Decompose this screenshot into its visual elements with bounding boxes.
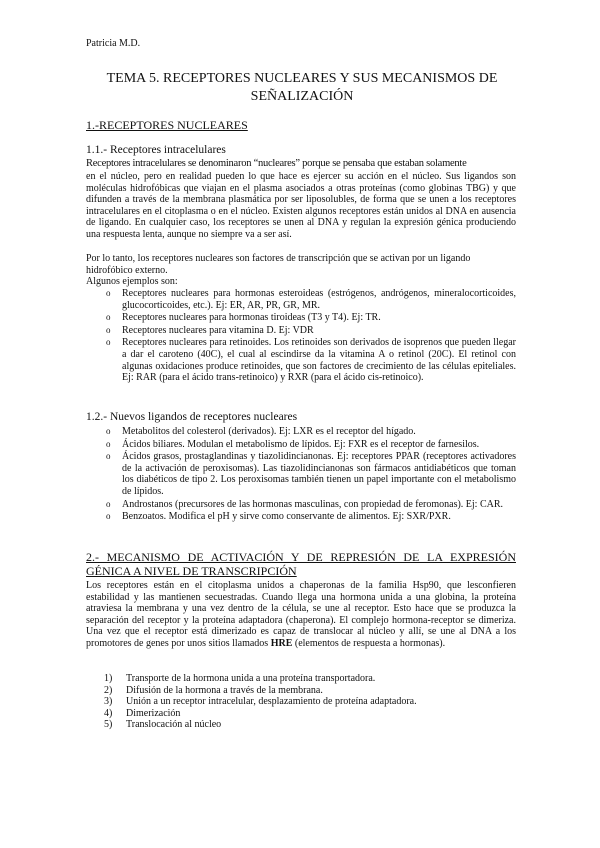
step-text: Difusión de la hormona a través de la membrana. — [126, 684, 323, 696]
section-2-heading-line-1: 2.- MECANISMO DE ACTIVACIÓN Y DE REPRESIÓN DE LA EXPRESIÓN — [86, 550, 516, 564]
section-1-heading: 1.-RECEPTORES NUCLEARES — [86, 118, 248, 132]
list-item — [104, 325, 516, 337]
list-item — [104, 451, 516, 497]
subsection-1-1-lead: Receptores intracelulares se denominaron “nucleares” porque se pensaba que estaban solamente — [86, 158, 467, 169]
section-2-heading-line-2: GÉNICA A NIVEL DE TRANSCRIPCIÓN — [86, 564, 297, 578]
section-2-paragraph-tail: (elementos de respuesta a hormonas). — [292, 637, 446, 649]
list-item-text: Ácidos grasos, prostaglandinas y tiazolidincianonas. Ej: receptores PPAR (receptores activadores de la activación de peroxisomas). Las tiazolidincianonas son fármacos antidiabéticos que toman los diabéticos de tipo 2. Los peroxisomas también tienen un papel importante con el metabolismo de lípidos. — [122, 451, 516, 497]
list-bullet: o — [106, 324, 111, 335]
step-text: Unión a un receptor intracelular, desplazamiento de proteína adaptadora. — [126, 696, 417, 708]
step-number: 2) — [104, 684, 113, 696]
section-2-paragraph-text: Los receptores están en el citoplasma unidos a chaperonas de la familia Hsp90, que lesconfieren estabilidad y las mantienen secuestradas. Cuando llega una hormona unida a una globina, la proteína atraviesa la membrana y una vez dentro de la célula, se une al receptor. Esto hace que se produzca la separación del receptor y la proteína adaptadora (chaperona). El complejo hormona-receptor se dimeriza. Una vez que el receptor está dimerizado es capaz de translocar al núcleo y allí, se une al DNA a los promotores de genes por unos sitios llamados — [86, 580, 516, 649]
list-item — [104, 685, 516, 697]
mechanism-steps-list — [104, 673, 516, 731]
list-item — [104, 708, 516, 720]
list-bullet: o — [106, 426, 111, 436]
list-bullet: o — [106, 498, 111, 509]
list-item — [104, 719, 516, 731]
list-bullet: o — [106, 511, 111, 522]
step-number: 3) — [104, 696, 113, 708]
list-item-text: Benzoatos. Modifica el pH y sirve como conservante de alimentos. Ej: SXR/PXR. — [122, 511, 451, 523]
subsection-1-1-heading: 1.1.- Receptores intracelulares — [86, 144, 226, 156]
list-item-text: Receptores nucleares para hormonas tiroideas (T3 y T4). Ej: TR. — [122, 312, 381, 324]
step-number: 5) — [104, 719, 113, 731]
list-item — [104, 288, 516, 311]
author-name: Patricia M.D. — [86, 38, 141, 49]
list-item — [104, 312, 516, 324]
subsection-1-2-heading: 1.2.- Nuevos ligandos de receptores nucleares — [86, 411, 298, 423]
list-item-text: Androstanos (precursores de las hormonas masculinas, con propiedad de feromonas). Ej: CAR. — [122, 498, 504, 510]
step-number: 4) — [104, 707, 113, 719]
list-bullet: o — [106, 337, 111, 348]
step-text: Transporte de la hormona unida a una proteína transportadora. — [126, 673, 376, 684]
list-item-text: Metabolitos del colesterol (derivados). Ej: LXR es el receptor del hígado. — [122, 426, 416, 437]
section-2-heading — [86, 550, 516, 578]
step-text: Dimerización — [126, 707, 181, 719]
list-item — [104, 673, 516, 685]
list-bullet: o — [106, 312, 111, 323]
list-bullet: o — [106, 451, 111, 462]
examples-intro: Algunos ejemplos son: — [86, 276, 178, 287]
list-item — [104, 337, 516, 383]
list-item — [104, 499, 516, 511]
list-bullet: o — [106, 438, 111, 449]
section-2-paragraph — [86, 580, 516, 650]
list-item-text: Receptores nucleares para vitamina D. Ej: VDR — [122, 324, 314, 336]
hre-term: HRE — [270, 637, 293, 649]
list-item — [104, 439, 516, 451]
list-bullet: o — [106, 288, 111, 298]
list-item — [104, 696, 516, 708]
subsection-1-1-conclusion: Por lo tanto, los receptores nucleares son factores de transcripción que se activan por un ligando hidrofóbico externo. — [86, 253, 471, 276]
list-item-text: Receptores nucleares para hormonas esteroideas (estrógenos, andrógenos, mineralocorticoides, glucocorticoides, etc.). Ej: ER, AR, PR, GR, MR. — [122, 288, 516, 311]
title-line-2: SEÑALIZACIÓN — [250, 89, 354, 104]
list-item — [104, 511, 516, 523]
title-line-1: TEMA 5. RECEPTORES NUCLEARES Y SUS MECANISMOS DE — [106, 71, 498, 86]
new-ligands-list — [104, 426, 516, 523]
document-title — [86, 70, 518, 106]
receptor-examples-list — [104, 288, 516, 384]
list-item-text: Receptores nucleares para retinoides. Los retinoides son derivados de isoprenos que pueden llegar a dar el caroteno (40C), el cual al escindirse da la vitamina A o retinol (20C). El retinol con algunas oxidaciones produce retinoides, que son factores de crecimiento de las células epiteliales. Ej: RAR (para el ácido trans-retinoico) y RXR (para el ácido cis-retinoico). — [122, 337, 516, 384]
step-text: Translocación al núcleo — [126, 719, 222, 731]
list-item — [104, 426, 516, 438]
subsection-1-1-paragraph: en el núcleo, pero en realidad pueden lo que hace es ejercer su acción en el núcleo. Sus ligandos son moléculas hidrofóbicas que viajan en el plasma asociados a otras proteínas (como globinas TBG) y que difunden a través de la membrana plasmática por ser liposolubles, de forma que se unen a los receptores intracelulares en el citoplasma o en el núcleo. Existen algunos receptores están unidos al DNA en ausencia de ligando. En cualquier caso, los receptores se unen al DNA y regulan la expresión génica produciendo una respuesta lenta, aunque no siempre va a ser así. — [86, 171, 516, 240]
list-item-text: Ácidos biliares. Modulan el metabolismo de lípidos. Ej: FXR es el receptor de farnesilos. — [122, 438, 480, 450]
step-number: 1) — [104, 673, 113, 684]
